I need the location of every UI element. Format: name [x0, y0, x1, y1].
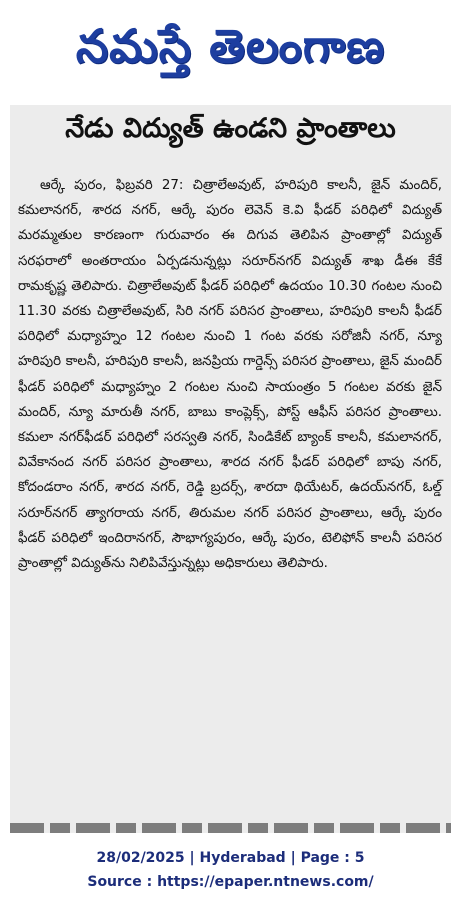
edition-info: 28/02/2025 | Hyderabad | Page : 5: [96, 850, 365, 866]
article-headline: నేడు విద్యుత్ ఉండని ప్రాంతాలు: [65, 113, 396, 144]
masthead: [0, 0, 461, 92]
cut-off-next-headline: [10, 823, 451, 833]
source-link[interactable]: Source : https://epaper.ntnews.com/: [87, 874, 374, 890]
newspaper-logo-title: నమస్తే తెలంగాణ: [75, 19, 386, 73]
footer: [0, 846, 461, 894]
article-clipping: [10, 105, 451, 833]
article-body: ఆర్కే పురం, ఫిబ్రవరి 27: చిత్రాలేఅవుట్, హరిపురి కాలనీ, జైన్ మందిర్, కమలానగర్, శారద నగర్, ఆర్కే పురం లెవెన్ కె.వి ఫీడర్ పరిధిలో విద్యుత్ మరమ్మతుల కారణంగా గురువారం ఈ దిగువ తెలిపిన ప్రాంతాల్లో విద్యుత్ సరఫరాలో అంతరాయం ఏర్పడనున్నట్లు సరూర్‌నగర్ విద్యుత్ శాఖ డీఈ కేకే రామకృష్ణ తెలిపారు. చిత్రాలేఅవుట్ ఫీడర్ పరిధిలో ఉదయం 10.30 గంటల నుంచి 11.30 వరకు చిత్రాలేఅవుట్, సిరి నగర్ పరిసర ప్రాంతాలు, హరిపురి కాలనీ ఫీడర్ పరిధిలో మధ్యాహ్నం 12 గంటల నుంచి 1 గంట వరకు సరోజినీ నగర్, న్యూ హరిపురి కాలనీ, హరిపురి కాలనీ, జనప్రియ గార్డెన్స్ పరిసర ప్రాంతాలు, జైన్ మందిర్ ఫీడర్ పరిధిలో మధ్యాహ్నం 2 గంటల నుంచి సాయంత్రం 5 గంటల వరకు జైన్ మందిర్, న్యూ మారుతీ నగర్, బాబు కాంప్లెక్స్, పోస్ట్ ఆఫీస్ పరిసర ప్రాంతాలు. కమలా నగర్‌ఫీడర్ పరిధిలో సరస్వతి నగర్, సిండికేట్ బ్యాంక్ కాలనీ, కమలానగర్, వివేకానంద నగర్ పరిసర ప్రాంతాలు, శారద నగర్ ఫీడర్ పరిధిలో బాపు నగర్, కోదండరాం నగర్, శారద నగర్, రెడ్డి బ్రదర్స్, శారదా థియేటర్, ఉదయ్‌నగర్, ఓల్డ్ సరూర్‌నగర్ త్యాగరాయ నగర్, తిరుమల నగర్ పరిసర ప్రాంతాలు, ఆర్కే పురం ఫీడర్ పరిధిలో ఇందిరానగర్, సౌభాగ్యపురం, ఆర్కే పురం, టెలిఫోన్ కాలనీ పరిసర ప్రాంతాల్లో విద్యుత్‌ను నిలిపివేస్తున్నట్లు అధికారులు తెలిపారు.: [18, 178, 442, 572]
